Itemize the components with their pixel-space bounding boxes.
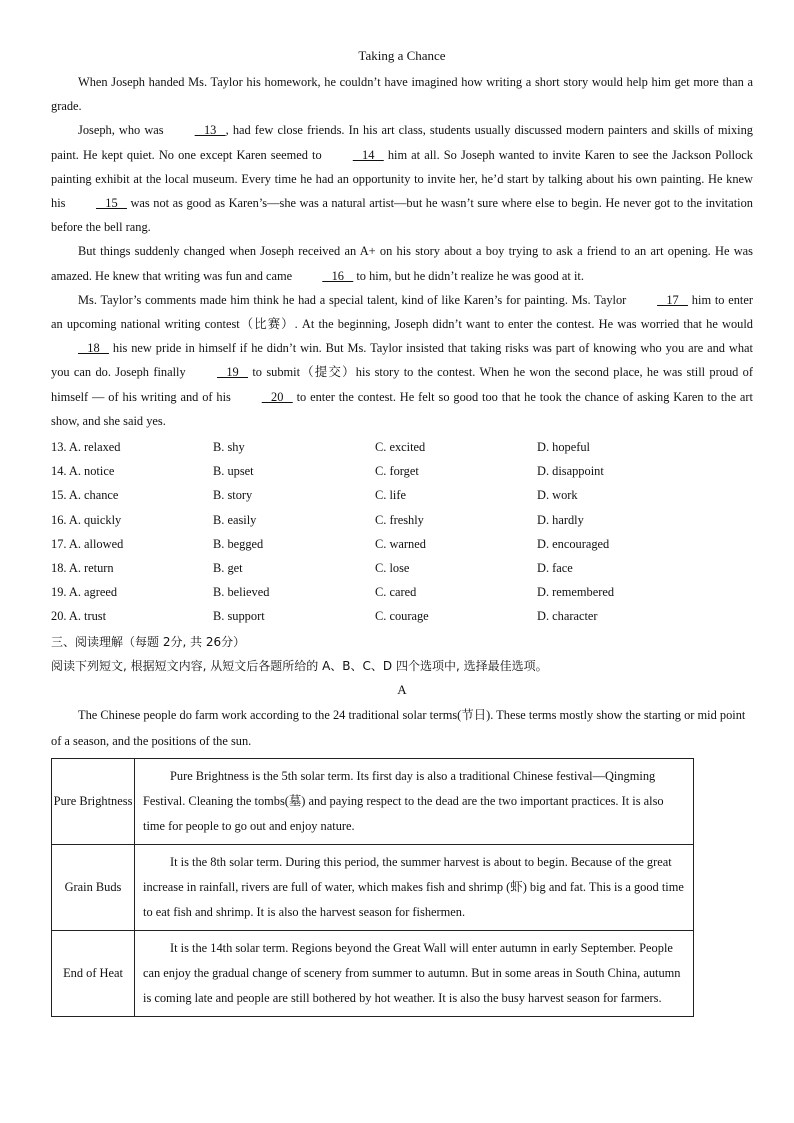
table-row [52, 758, 694, 844]
option-choice: 20. A. trust [51, 609, 107, 624]
passage-paragraph: Joseph, who was 13 , had few close friends. In his art class, students usually discussed modern painters and skills of mixing paint. He kept quiet. No one except Karen seemed to 14 him at all. So Joseph wanted to invite Karen to see the Jackson Pollock painting exhibit at the local museum. Every time he had an opportunity to invite her, he’d start by talking about his own painting. He knew his 15 was not as good as Karen’s—she was a natural artist—but he wasn’t sure where else to begin. He never got to the invitation before the bell rang. [51, 118, 753, 239]
answer-blank: 13 [194, 123, 226, 138]
option-choice: B. get [213, 561, 243, 576]
option-row [51, 556, 753, 580]
option-choice: C. forget [375, 464, 419, 479]
answer-blank: 19 [217, 365, 249, 380]
term-name-cell: Pure Brightness [52, 758, 135, 844]
option-choice: C. courage [375, 609, 429, 624]
solar-terms-table [51, 758, 694, 1017]
option-choice: 13. A. relaxed [51, 440, 121, 455]
option-choice: B. shy [213, 440, 245, 455]
term-description-cell: It is the 14th solar term. Regions beyond the Great Wall will enter autumn in early September. People can enjoy the gradual change of scenery from summer to autumn. But in some areas in South China, autumn is coming late and people are still bothered by hot weather. It is also the busy harvest season for farmers. [135, 930, 694, 1016]
passage-intro: The Chinese people do farm work according to the 24 traditional solar terms(节日). These terms mostly show the starting or mid point of a season, and the positions of the sun. [51, 707, 746, 748]
term-name-cell: End of Heat [52, 930, 135, 1016]
passage-title: Taking a Chance [358, 48, 446, 63]
passage-paragraph: Ms. Taylor’s comments made him think he had a special talent, kind of like Karen’s for painting. Ms. Taylor 17 him to enter an upcoming national writing contest（比赛）. At the beginning, Joseph didn’t want to enter the contest. He was worried that he would 18 his new pride in himself if he didn’t win. But Ms. Taylor insisted that taking risks was part of knowing who you are and what you can do. Joseph finally 19 to submit（提交）his story to the contest. When he won the second place, he was still proud of himself — of his writing and of his 20 to enter the contest. He felt so good too that he took the chance of asking Karen to the art show, and she said yes. [51, 288, 753, 433]
passage-label: A [397, 681, 407, 697]
option-choice: C. life [375, 488, 406, 503]
option-choice: D. character [537, 609, 598, 624]
option-choice: 17. A. allowed [51, 536, 124, 551]
answer-blank: 16 [322, 268, 354, 283]
option-choice: C. warned [375, 536, 426, 551]
options-grid [51, 435, 753, 629]
option-choice: D. remembered [537, 585, 615, 600]
term-name-cell: Grain Buds [52, 844, 135, 930]
option-choice: B. begged [213, 536, 264, 551]
answer-blank: 18 [78, 341, 109, 356]
passage-paragraph: But things suddenly changed when Joseph received an A+ on his story about a boy trying to ask a friend to an art opening. He was amazed. He knew that writing was fun and came 16 to him, but he didn’t realize he was good at it. [51, 239, 753, 287]
section-instruction: 阅读下列短文, 根据短文内容, 从短文后各题所给的 A、B、C、D 四个选项中, 选择最佳选项。 [51, 658, 548, 673]
option-choice: D. work [537, 488, 578, 503]
option-choice: D. face [537, 561, 573, 576]
option-row [51, 604, 753, 628]
option-choice: B. story [213, 488, 253, 503]
term-description-cell: It is the 8th solar term. During this period, the summer harvest is about to begin. Because of the great increase in rainfall, rivers are full of water, which makes fish and shrimp (虾) big and fat. This is a good time to eat fish and shrimp. It is also the harvest season for fishermen. [135, 844, 694, 930]
option-row [51, 532, 753, 556]
option-choice: D. encouraged [537, 536, 610, 551]
option-choice: C. lose [375, 561, 410, 576]
table-row [52, 844, 694, 930]
option-row [51, 508, 753, 532]
option-choice: 19. A. agreed [51, 585, 118, 600]
passage-paragraph: When Joseph handed Ms. Taylor his homework, he couldn’t have imagined how writing a short story would help him get more than a grade. [51, 75, 753, 114]
option-choice: D. hardly [537, 512, 584, 527]
option-choice: 15. A. chance [51, 488, 119, 503]
option-choice: B. support [213, 609, 265, 624]
answer-blank: 15 [95, 196, 127, 211]
option-choice: C. cared [375, 585, 417, 600]
answer-blank: 20 [261, 389, 293, 404]
option-choice: B. easily [213, 512, 257, 527]
passage-body [51, 70, 753, 433]
answer-blank: 14 [352, 147, 384, 162]
table-row [52, 930, 694, 1016]
option-row [51, 435, 753, 459]
option-choice: D. disappoint [537, 464, 604, 479]
section-heading: 三、阅读理解（每题 2分, 共 26分） [51, 634, 246, 649]
term-description-cell: Pure Brightness is the 5th solar term. Its first day is also a traditional Chinese festival—Qingming Festival. Cleaning the tombs(墓) and paying respect to the dead are the two important practices. It is also time for people to go out and enjoy nature. [135, 758, 694, 844]
option-choice: 14. A. notice [51, 464, 115, 479]
option-choice: C. excited [375, 440, 426, 455]
option-row [51, 459, 753, 483]
option-row [51, 483, 753, 507]
option-choice: C. freshly [375, 512, 424, 527]
option-row [51, 580, 753, 604]
option-choice: B. upset [213, 464, 254, 479]
option-choice: B. believed [213, 585, 270, 600]
document-page [51, 46, 753, 1017]
option-choice: 16. A. quickly [51, 512, 122, 527]
option-choice: 18. A. return [51, 561, 114, 576]
option-choice: D. hopeful [537, 440, 590, 455]
answer-blank: 17 [657, 292, 689, 307]
